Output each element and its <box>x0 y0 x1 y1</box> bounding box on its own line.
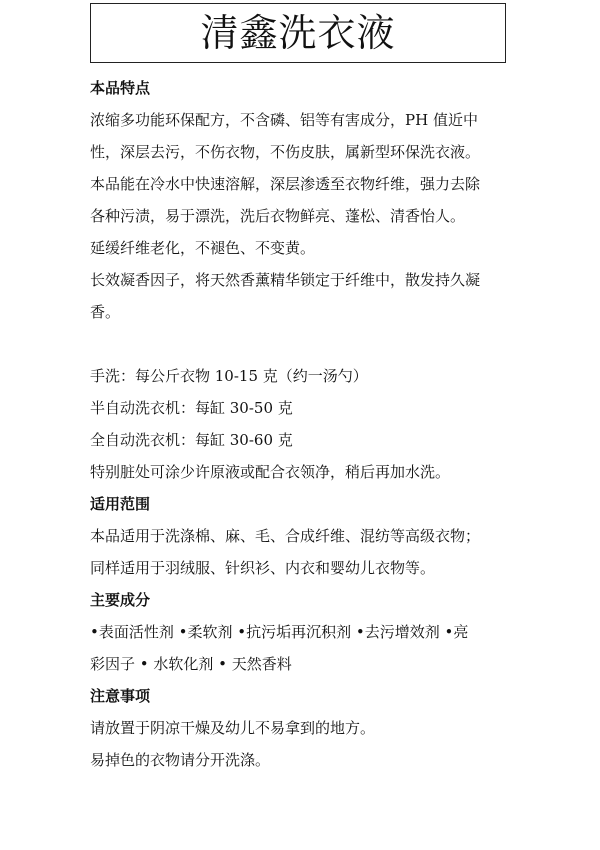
ingredients-line: •表面活性剂 •柔软剂 •抗污垢再沉积剂 •去污增效剂 •亮 <box>90 623 469 641</box>
document-title: 清鑫洗衣液 <box>200 11 396 55</box>
scope-line: 本品适用于洗涤棉、麻、毛、合成纤维、混纺等高级衣物； <box>90 527 481 545</box>
features-line: 性，深层去污，不伤衣物，不伤皮肤，属新型环保洗衣液。 <box>90 143 481 161</box>
cautions-line: 请放置于阴凉干燥及幼儿不易拿到的地方。 <box>90 719 376 737</box>
features-line: 延缓纤维老化，不褪色、不变黄。 <box>90 239 316 257</box>
features-line: 本品能在冷水中快速溶解，深层渗透至衣物纤维，强力去除 <box>90 175 481 193</box>
features-line: 香。 <box>90 303 121 321</box>
ingredients-heading: 主要成分 <box>90 591 151 609</box>
features-line: 长效凝香因子，将天然香薰精华锁定于纤维中，散发持久凝 <box>90 271 481 289</box>
cautions-line: 易掉色的衣物请分开洗涤。 <box>90 751 271 769</box>
features-line: 浓缩多功能环保配方，不含磷、铝等有害成分，PH 值近中 <box>90 111 478 129</box>
section-spacer <box>90 328 522 360</box>
document-body <box>90 72 522 776</box>
scope-line: 同样适用于羽绒服、针织衫、内衣和婴幼儿衣物等。 <box>90 559 436 577</box>
features-heading: 本品特点 <box>90 79 151 97</box>
ingredients-line: 彩因子 • 水软化剂 • 天然香料 <box>90 655 292 673</box>
title-box <box>90 3 506 63</box>
usage-line: 全自动洗衣机：每缸 30-60 克 <box>90 431 293 449</box>
cautions-heading: 注意事项 <box>90 687 151 705</box>
usage-line: 特别脏处可涂少许原液或配合衣领净，稍后再加水洗。 <box>90 463 451 481</box>
usage-line: 手洗：每公斤衣物 10-15 克（约一汤勺） <box>90 367 368 385</box>
features-line: 各种污渍，易于漂洗，洗后衣物鲜亮、蓬松、清香怡人。 <box>90 207 466 225</box>
usage-line: 半自动洗衣机：每缸 30-50 克 <box>90 399 293 417</box>
scope-heading: 适用范围 <box>90 495 151 513</box>
